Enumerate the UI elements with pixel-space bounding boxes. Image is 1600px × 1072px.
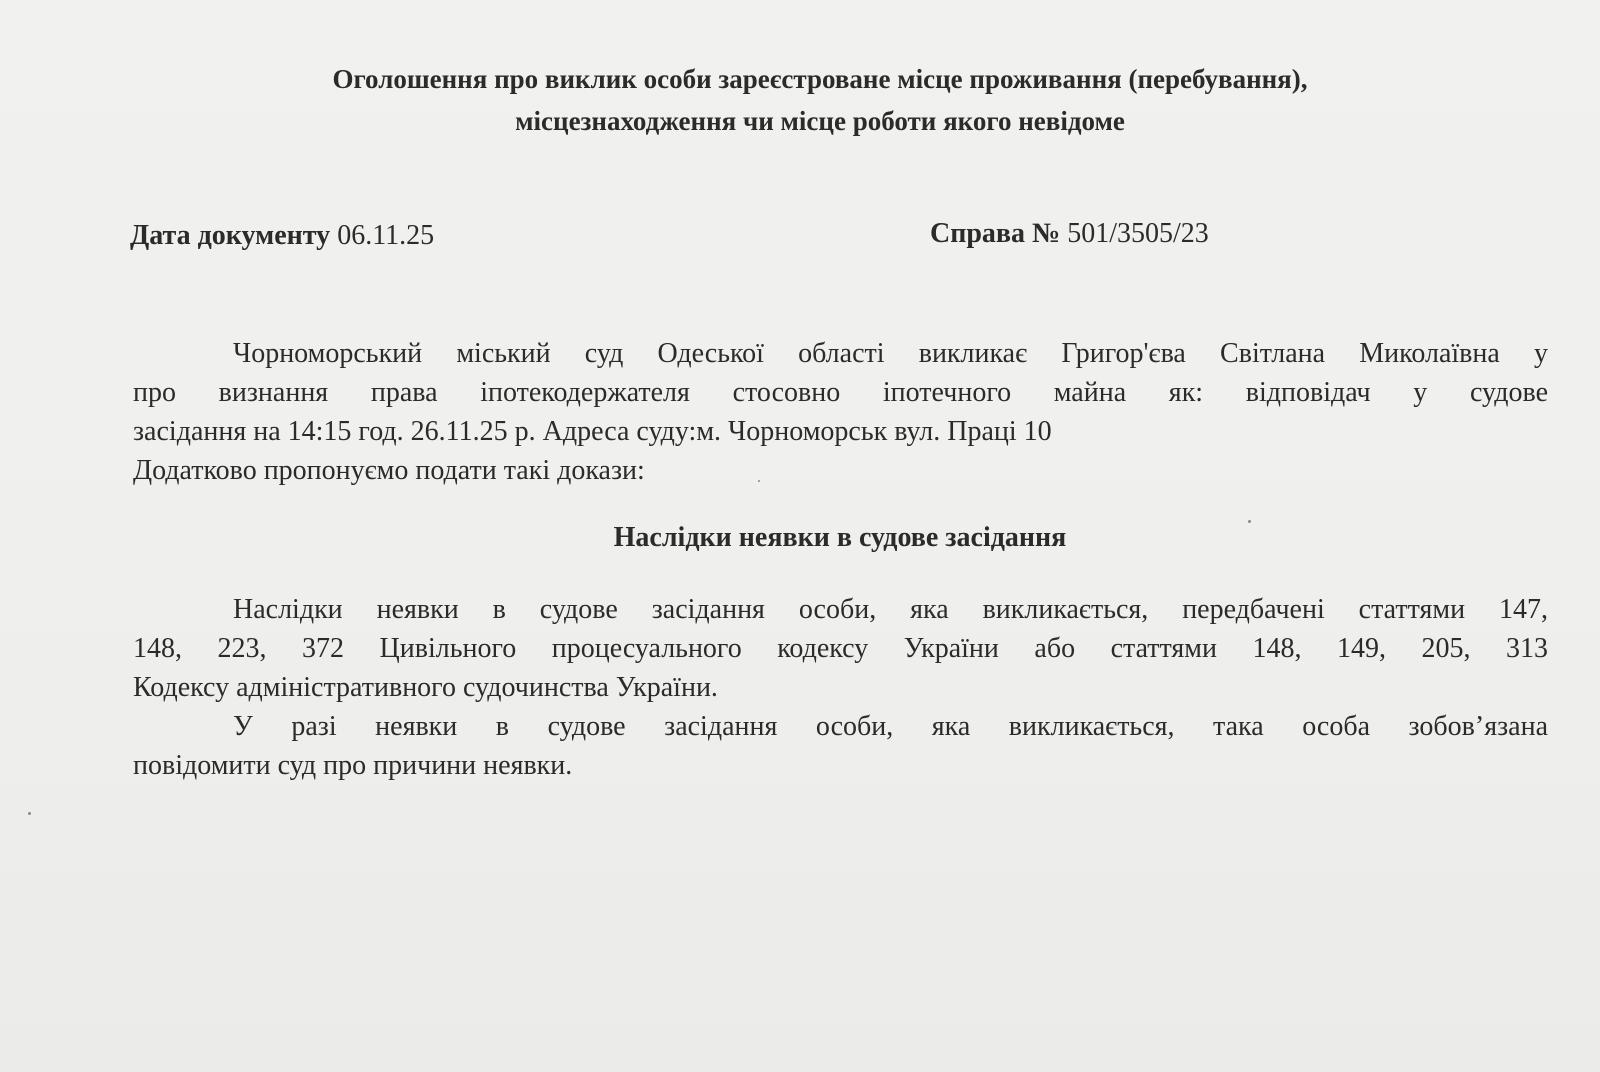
summons-line-3: засідання на 14:15 год. 26.11.25 р. Адреса суду:м. Чорноморськ вул. Праці 10 — [133, 416, 1052, 447]
summons-line-4: Додатково пропонуємо подати такі докази: — [133, 455, 645, 486]
summons-line-2: про визнання права іпотекодержателя стосовно іпотечного майна як: відповідач у судове — [133, 377, 1548, 408]
consequences-line-4: У разі неявки в судове засідання особи, яка викликається, така особа зобов’язана — [233, 711, 1548, 742]
summons-paragraph — [133, 334, 1548, 490]
document-date-label: Дата документу — [130, 220, 331, 251]
document-title-line-1: Оголошення про виклик особи зареєстроване місце проживання (перебування), — [332, 64, 1308, 94]
consequences-paragraph — [133, 590, 1548, 785]
consequences-line-2: 148, 223, 372 Цивільного процесуального кодексу України або статтями 148, 149, 205, 313 — [133, 633, 1548, 664]
consequences-line-5: повідомити суд про причини неявки. — [133, 750, 573, 781]
summons-line-1: Чорноморський міський суд Одеської області викликає Григор'єва Світлана Миколаївна у — [233, 338, 1548, 369]
consequences-heading: Наслідки неявки в судове засідання — [613, 522, 1067, 553]
consequences-line-3: Кодексу адміністративного судочинства України. — [133, 672, 718, 703]
document-date-value: 06.11.25 — [337, 220, 435, 251]
paper-speck — [758, 480, 760, 482]
document-title-line-2: місцезнаходження чи місце роботи якого невідоме — [515, 106, 1125, 136]
consequences-line-1: Наслідки неявки в судове засідання особи, яка викликається, передбачені статтями 147, — [233, 594, 1548, 625]
case-number — [930, 214, 1209, 254]
paper-speck — [1248, 520, 1251, 523]
case-number-label: Справа № — [930, 218, 1061, 249]
paper-speck — [28, 812, 31, 815]
document-date — [130, 216, 434, 256]
document-title — [130, 58, 1510, 142]
case-number-value: 501/3505/23 — [1067, 218, 1209, 249]
